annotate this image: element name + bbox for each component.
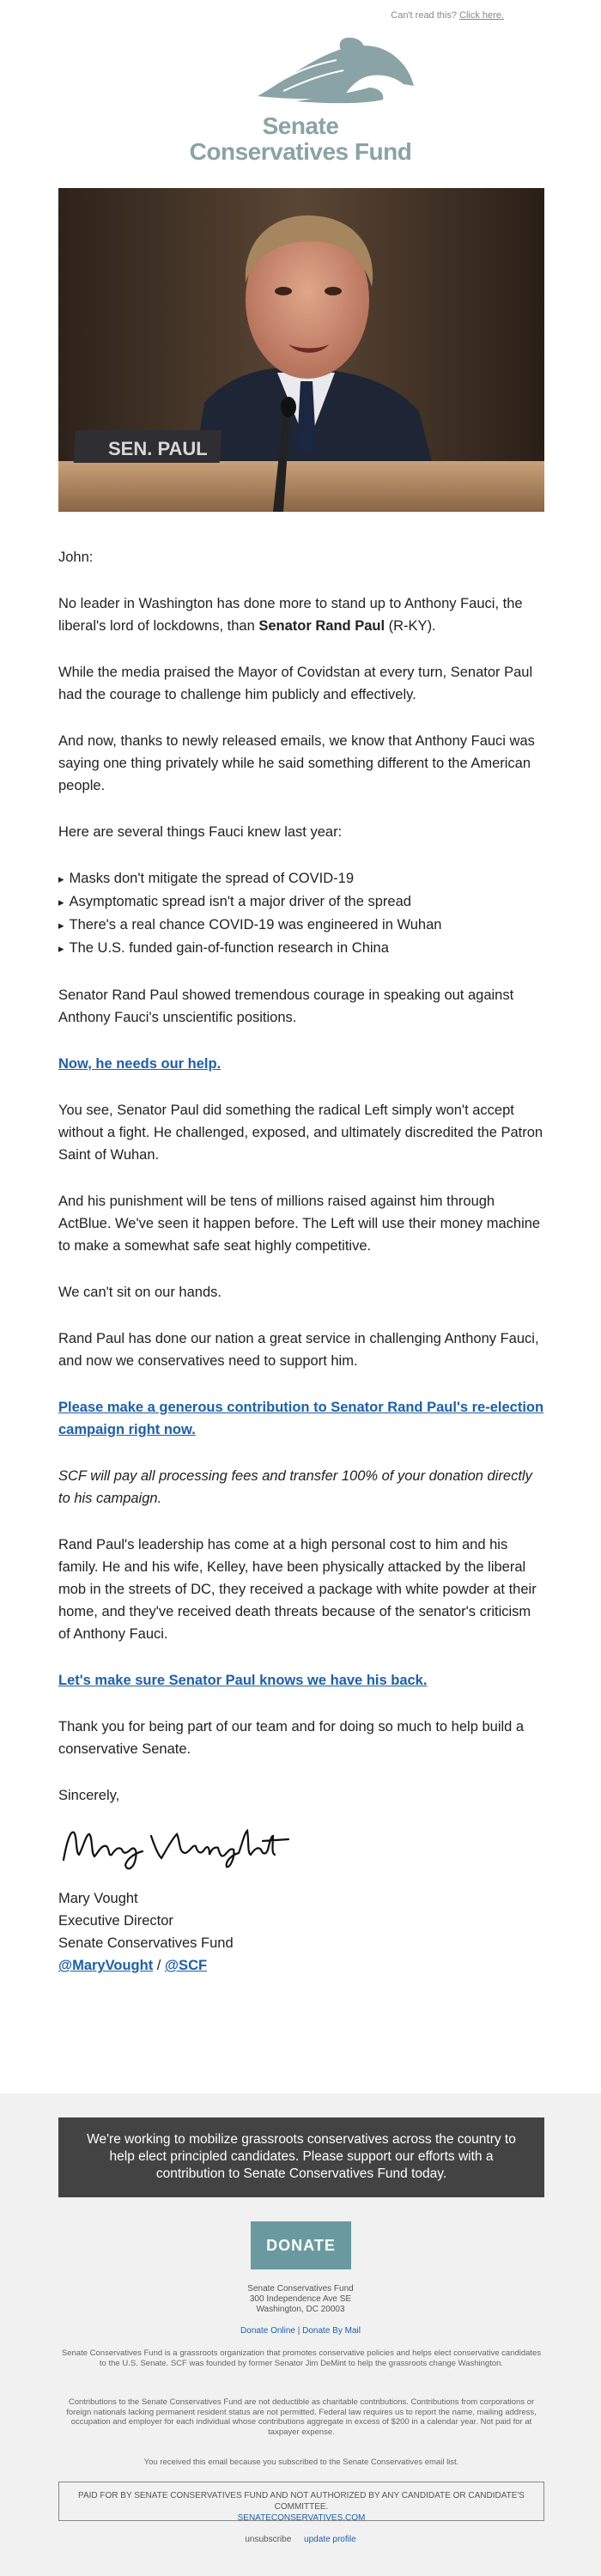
- mary-vought-twitter-link[interactable]: @MaryVought: [58, 1958, 154, 1973]
- paragraph: Here are several things Fauci knew last year:: [58, 824, 343, 840]
- address-line: Washington, DC 20003: [256, 2305, 345, 2314]
- paragraph-text: (R-KY).: [385, 618, 436, 634]
- paragraph: Rand Paul has done our nation a great service in challenging Anthony Fauci, and now we conservatives need to support him.: [58, 1331, 539, 1369]
- fauci-list: [58, 867, 544, 960]
- link-separator: |: [294, 2326, 303, 2336]
- paid-for-text: PAID FOR BY SENATE CONSERVATIVES FUND AND NOT AUTHORIZED BY ANY CANDIDATE OR CANDIDATE'S COMMITTEE.: [78, 2491, 525, 2512]
- address-line: Senate Conservatives Fund: [247, 2284, 354, 2293]
- social-handles: [58, 1954, 544, 1977]
- paragraph: Senator Rand Paul showed tremendous courage in speaking out against Anthony Fauci's unscientific positions.: [58, 987, 514, 1025]
- paid-for-disclaimer: [58, 2482, 544, 2521]
- senator-photo: [58, 188, 544, 512]
- hero-photo: [58, 188, 544, 512]
- paragraph-text: No leader in Washington has done more to stand up to Anthony Fauci, the liberal's lord of lockdowns, than: [58, 596, 523, 634]
- signer-org: Senate Conservatives Fund: [58, 1935, 234, 1951]
- scf-twitter-link[interactable]: @SCF: [164, 1958, 208, 1973]
- paragraph: [58, 592, 544, 637]
- support-callout: We're working to mobilize grassroots conservatives across the country to help elect principled candidates. Please support our efforts with a contribution to Senate Conservatives Fund today.: [58, 2117, 544, 2197]
- paragraph: Thank you for being part of our team and for doing so much to help build a conservative Senate.: [58, 1719, 525, 1757]
- paragraph: [58, 1396, 544, 1441]
- signature-image: [58, 1815, 299, 1875]
- fees-note: SCF will pay all processing fees and transfer 100% of your donation directly to his campaign.: [58, 1468, 532, 1506]
- mailing-address: [0, 2284, 601, 2315]
- update-profile-link[interactable]: update profile: [304, 2535, 356, 2544]
- paragraph: We can't sit on our hands.: [58, 1285, 222, 1300]
- list-item: ▸ Asymptomatic spread isn't a major driver of the spread: [58, 890, 544, 914]
- about-text: Senate Conservatives Fund is a grassroots organization that promotes conservative policies and helps elect conservative candidates to the U.S. Senate. SCF was founded by former Senator Jim DeMint to help the grassroots change Washington.: [61, 2348, 542, 2368]
- donate-online-link[interactable]: Donate Online: [240, 2326, 295, 2336]
- donate-button[interactable]: DONATE: [251, 2221, 351, 2269]
- closing: Sincerely,: [58, 1788, 120, 1803]
- handle-separator: /: [153, 1958, 165, 1973]
- list-item: ▸ There's a real chance COVID-19 was engineered in Wuhan: [58, 914, 544, 937]
- paragraph: And his punishment will be tens of millions raised against him through ActBlue. We've seen it happen before. The Left will use their money machine to make a somewhat safe seat highly competitive.: [58, 1194, 541, 1254]
- list-item: ▸ Masks don't mitigate the spread of COVID-19: [58, 867, 544, 890]
- view-online-prefix: Can't read this?: [391, 10, 457, 21]
- donate-links: [0, 2326, 601, 2336]
- paragraph: And now, thanks to newly released emails, we know that Anthony Fauci was saying one thing privately while he said something different to the American people.: [58, 733, 535, 793]
- paragraph: Rand Paul's leadership has come at a high personal cost to him and his family. He and his wife, Kelley, have been physically attacked by the liberal mob in the streets of DC, they received a package with white powder at their home, and they've received death threats because of the senator's criticism of Anthony Fauci.: [58, 1537, 537, 1642]
- his-back-link[interactable]: Let's make sure Senator Paul knows we have his back.: [58, 1673, 428, 1688]
- senator-name: Senator Rand Paul: [258, 618, 385, 634]
- unsubscribe-link[interactable]: unsubscribe: [245, 2535, 292, 2544]
- footer: [0, 2093, 601, 2576]
- logo-line-2: Conservatives Fund: [189, 138, 412, 165]
- donate-by-mail-link[interactable]: Donate By Mail: [302, 2326, 361, 2336]
- paragraph: While the media praised the Mayor of Covidstan at every turn, Senator Paul had the courage to challenge him publicly and effectively.: [58, 665, 533, 702]
- legal-text: Contributions to the Senate Conservatives Fund are not deductible as charitable contributions. Contributions from corporations or foreign nationals lacking permanent resident status are not permitted. Federal law requires us to report the name, mailing address, occupation and employer for each individual whose contributions aggregate in excess of $200 in a calendar year. Not paid for at taxpayer expense.: [66, 2397, 537, 2437]
- scf-logo: [0, 34, 601, 180]
- email-body: [58, 546, 544, 1977]
- subscription-notice: You received this email because you subscribed to the Senate Conservatives email list.: [143, 2458, 459, 2467]
- logo-line-1: Senate: [262, 112, 339, 139]
- view-online-bar: [0, 0, 601, 34]
- paragraph: [58, 1053, 544, 1075]
- address-line: 300 Independence Ave SE: [249, 2294, 352, 2304]
- needs-help-link[interactable]: Now, he needs our help.: [58, 1056, 222, 1072]
- signer-title: Executive Director: [58, 1913, 173, 1929]
- nameplate-text: SEN. PAUL: [108, 438, 208, 459]
- greeting: John:: [58, 550, 94, 565]
- view-online-link[interactable]: Click here.: [459, 10, 504, 21]
- signer-name: Mary Vought: [58, 1891, 138, 1906]
- paragraph: You see, Senator Paul did something the radical Left simply won't accept without a fight. He challenged, exposed, and ultimately discredited the Patron Saint of Wuhan.: [58, 1103, 543, 1163]
- list-item: ▸ The U.S. funded gain-of-function research in China: [58, 937, 544, 960]
- website-link[interactable]: SENATECONSERVATIVES.COM: [237, 2513, 366, 2523]
- paragraph: [58, 1669, 544, 1692]
- contribute-link[interactable]: Please make a generous contribution to Senator Rand Paul's re-election campaign right now.: [58, 1400, 544, 1437]
- email-preferences: [0, 2535, 601, 2544]
